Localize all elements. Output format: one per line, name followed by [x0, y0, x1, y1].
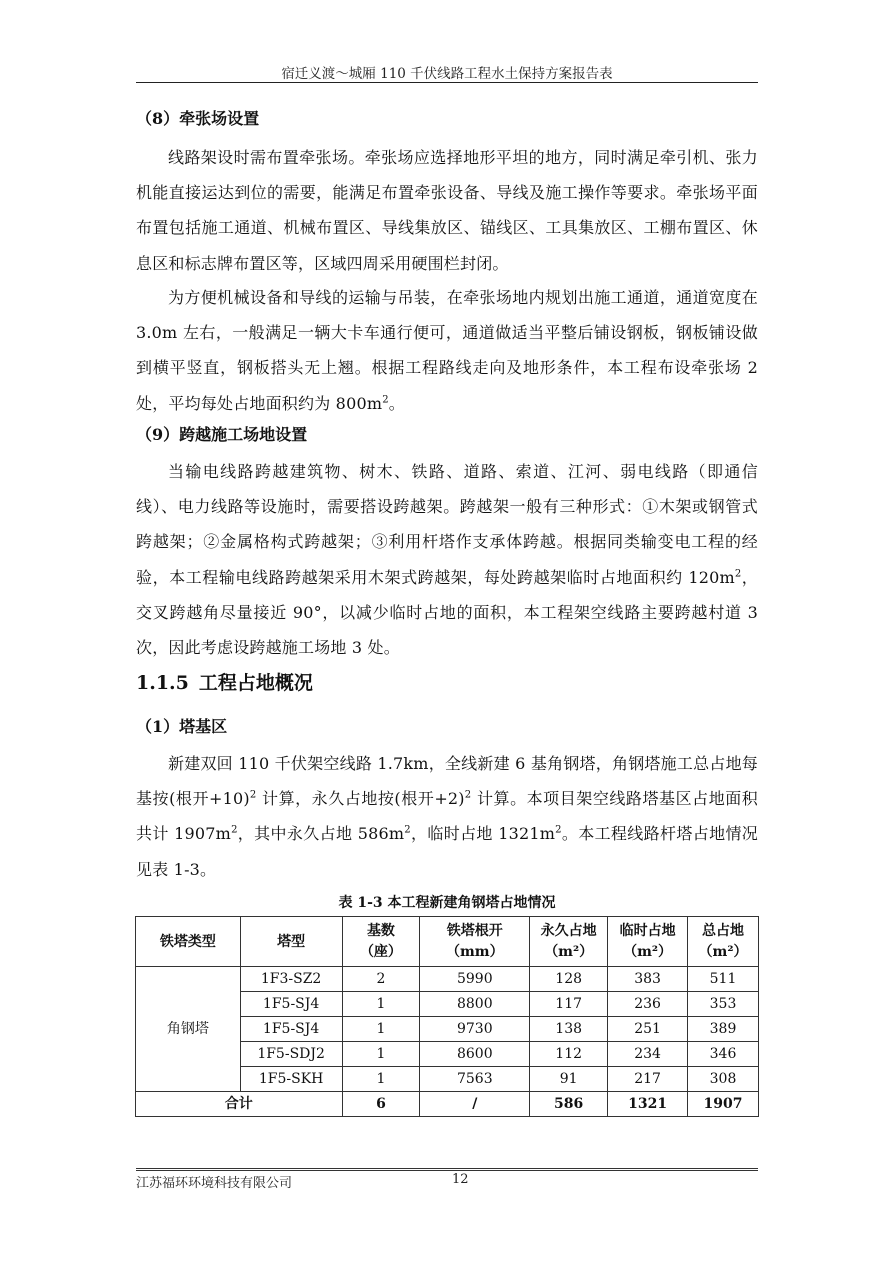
page-header: 宿迁义渡～城厢 110 千伏线路工程水土保持方案报告表 [281, 66, 613, 82]
total-permanent: 586 [530, 1092, 608, 1117]
footer-rule-double [136, 1170, 758, 1171]
cell-temporary: 251 [608, 1017, 688, 1042]
cell-count: 1 [342, 1017, 420, 1042]
cell-model: 1F3-SZ2 [240, 967, 342, 992]
cell-model: 1F5-SKH [240, 1067, 342, 1092]
cell-count: 1 [342, 1042, 420, 1067]
cell-total: 511 [688, 967, 759, 992]
cell-total: 308 [688, 1067, 759, 1092]
heading-number: 1.1.5 [136, 672, 189, 694]
header-root-open: 铁塔根开 （mm） [420, 917, 530, 967]
cell-root: 8600 [420, 1042, 530, 1067]
section-1-paragraph-1: 新建双回 110 千伏架空线路 1.7km，全线新建 6 基角钢塔，角钢塔施工总占地每基按(根开+10)$^2$ 计算，永久占地按(根开+2)$^2$ 计算。本项目架空线路塔基区占地面积共计 $1907m^2$，其中永久占地 $586m^2$，临时占地 $1321m^2$。本工程线路杆塔占地情况见表 1-3。 [136, 754, 758, 879]
cell-model: 1F5-SJ4 [240, 992, 342, 1017]
cell-permanent: 117 [530, 992, 608, 1017]
total-area: 1907 [688, 1092, 759, 1117]
table-caption: 表 1-3 本工程新建角钢塔占地情况 [338, 895, 556, 911]
cell-count: 2 [342, 967, 420, 992]
cell-permanent: 112 [530, 1042, 608, 1067]
header-rule [136, 82, 758, 83]
header-tower-model: 塔型 [240, 917, 342, 967]
cell-temporary: 236 [608, 992, 688, 1017]
heading-1-1-5 [136, 670, 758, 696]
footer-rule [136, 1168, 758, 1169]
section-8-title: （8）牵张场设置 [136, 109, 260, 128]
table-row [136, 967, 759, 992]
cell-total: 389 [688, 1017, 759, 1042]
cell-model: 1F5-SJ4 [240, 1017, 342, 1042]
tower-land-table [135, 916, 759, 1117]
table-total-row [136, 1092, 759, 1117]
cell-permanent: 128 [530, 967, 608, 992]
heading-text: 工程占地概况 [198, 672, 313, 694]
header-tower-type: 铁塔类型 [136, 917, 241, 967]
cell-root: 7563 [420, 1067, 530, 1092]
section-9-paragraph-1: 当输电线路跨越建筑物、树木、铁路、道路、索道、江河、弱电线路（即通信线）、电力线路等设施时，需要搭设跨越架。跨越架一般有三种形式：①木架或钢管式跨越架；②金属格构式跨越架；③利用杆塔作支承体跨越。根据同类输变电工程的经验，本工程输电线路跨越架采用木架式跨越架，每处跨越架临时占地面积约 $120m^2$，交叉跨越角尽量接近 90°，以减少临时占地的面积，本工程架空线路主要跨越村道 3 次，因此考虑设跨越施工场地 3 处。 [136, 462, 758, 658]
header-count: 基数 （座） [342, 917, 420, 967]
cell-temporary: 234 [608, 1042, 688, 1067]
group-label-cell: 角钢塔 [136, 967, 241, 1092]
cell-permanent: 138 [530, 1017, 608, 1042]
cell-permanent: 91 [530, 1067, 608, 1092]
header-temporary-area: 临时占地 （m²） [608, 917, 688, 967]
cell-total: 353 [688, 992, 759, 1017]
section-1-title: （1）塔基区 [136, 717, 228, 736]
total-temporary: 1321 [608, 1092, 688, 1117]
cell-count: 1 [342, 992, 420, 1017]
cell-root: 5990 [420, 967, 530, 992]
header-total-area: 总占地 （m²） [688, 917, 759, 967]
cell-model: 1F5-SDJ2 [240, 1042, 342, 1067]
cell-temporary: 217 [608, 1067, 688, 1092]
page-number: 12 [452, 1172, 469, 1187]
cell-total: 346 [688, 1042, 759, 1067]
section-8-paragraph-1: 线路架设时需布置牵张场。牵张场应选择地形平坦的地方，同时满足牵引机、张力机能直接运达到位的需要，能满足布置牵张设备、导线及施工操作等要求。牵张场平面布置包括施工通道、机械布置区、导线集放区、锚线区、工具集放区、工棚布置区、休息区和标志牌布置区等，区域四周采用硬围栏封闭。 [136, 148, 758, 273]
cell-root: 9730 [420, 1017, 530, 1042]
footer-company: 江苏福环环境科技有限公司 [136, 1176, 293, 1191]
total-label: 合计 [136, 1092, 343, 1117]
total-root: / [420, 1092, 530, 1117]
cell-temporary: 383 [608, 967, 688, 992]
cell-count: 1 [342, 1067, 420, 1092]
table-header-row [136, 917, 759, 967]
section-9-title: （9）跨越施工场地设置 [136, 425, 308, 444]
header-permanent-area: 永久占地 （m²） [530, 917, 608, 967]
section-8-paragraph-2: 为方便机械设备和导线的运输与吊装，在牵张场地内规划出施工通道，通道宽度在 3.0m 左右，一般满足一辆大卡车通行便可，通道做适当平整后铺设钢板，钢板铺设做到横平竖直，钢板搭头无上翘。根据工程路线走向及地形条件，本工程布设牵张场 2 处，平均每处占地面积约为 $800m^2$。 [136, 288, 758, 413]
total-count: 6 [342, 1092, 420, 1117]
cell-root: 8800 [420, 992, 530, 1017]
